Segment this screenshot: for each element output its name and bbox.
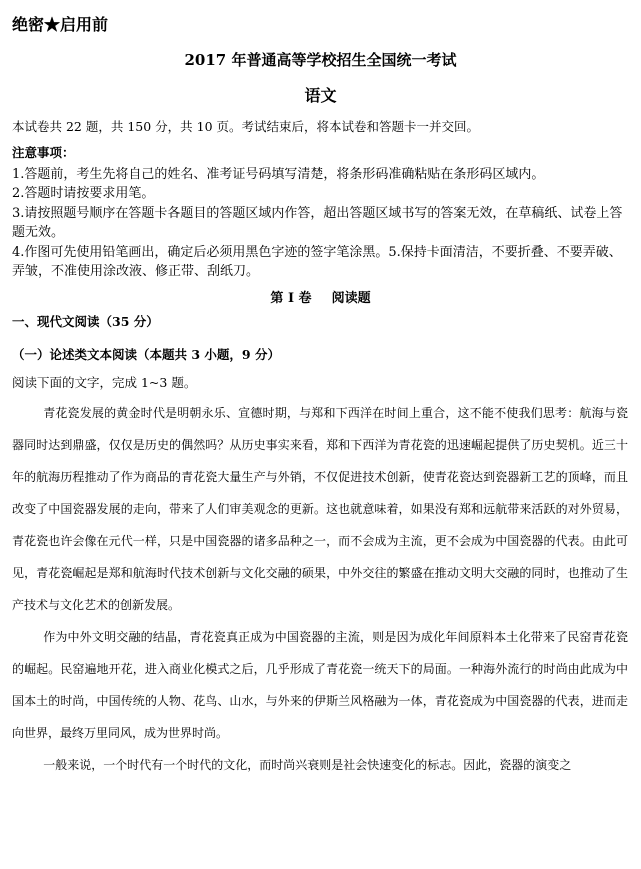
notice-heading: 注意事项： bbox=[12, 145, 75, 160]
reading-instruction: 阅读下面的文字，完成 1~3 题。 bbox=[12, 375, 197, 390]
notice-item: 3.请按照题号顺序在答题卡各题目的答题区域内作答，超出答题区域书写的答案无效，在草稿纸、试卷上答题无效。 bbox=[12, 205, 623, 241]
notice-item: 4.作图可先使用铅笔画出，确定后必须用黑色字迹的签字笔涂黑。5.保持卡面清洁，不要折叠、不要弄破、弄皱，不准使用涂改液、修正带、刮纸刀。 bbox=[12, 244, 622, 280]
passage-paragraph: 一般来说，一个时代有一个时代的文化，而时尚兴衰则是社会快速变化的标志。因此，瓷器的演变之 bbox=[43, 758, 572, 772]
reading-passage bbox=[12, 397, 628, 781]
passage-paragraph: 青花瓷发展的黄金时代是明朝永乐、宣德时期，与郑和下西洋在时间上重合，这不能不使我们思考：航海与瓷器同时达到鼎盛，仅仅是历史的偶然吗？从历史事实来看，郑和下西洋为青花瓷的迅速崛起提供了历史契机。近三十年的航海历程推动了作为商品的青花瓷大量生产与外销，不仅促进技术创新，使青花瓷达到瓷器新工艺的顶峰，而且改变了中国瓷器发展的走向，带来了人们审美观念的更新。这也就意味着，如果没有郑和远航带来活跃的对外贸易，青花瓷也许会像在元代一样，只是中国瓷器的诸多品种之一，而不会成为主流，更不会成为中国瓷器的代表。由此可见，青花瓷崛起是郑和航海时代技术创新与文化交融的硕果，中外交往的繁盛在推动文明大交融的同时，也推动了生产技术与文化艺术的创新发展。 bbox=[12, 406, 628, 612]
passage-paragraph: 作为中外文明交融的结晶，青花瓷真正成为中国瓷器的主流，则是因为成化年间原料本土化带来了民窑青花瓷的崛起。民窑遍地开花，进入商业化模式之后，几乎形成了青花瓷一统天下的局面。一种海外流行的时尚由此成为中国本土的时尚，中国传统的人物、花鸟、山水，与外来的伊斯兰风格融为一体，青花瓷成为中国瓷器的代表，进而走向世界，最终万里同风，成为世界时尚。 bbox=[12, 630, 628, 740]
secret-label: 绝密★启用前 bbox=[12, 15, 109, 34]
part-label: 第 I 卷 bbox=[270, 291, 312, 306]
subject-title: 语文 bbox=[304, 86, 337, 105]
notice-item: 1.答题前，考生先将自己的姓名、准考证号码填写清楚，将条形码准确粘贴在条形码区域内。 bbox=[12, 167, 545, 182]
subsection-title: （一）论述类文本阅读（本题共 3 小题，9 分） bbox=[12, 347, 280, 362]
part-name: 阅读题 bbox=[331, 291, 371, 306]
notice-list bbox=[12, 165, 634, 281]
part-title bbox=[0, 287, 641, 306]
section-title: 一、现代文阅读（35 分） bbox=[12, 314, 159, 329]
exam-title: 2017 年普通高等学校招生全国统一考试 bbox=[184, 51, 457, 69]
notice-item: 2.答题时请按要求用笔。 bbox=[12, 186, 155, 202]
exam-intro: 本试卷共 22 题，共 150 分，共 10 页。考试结束后，将本试卷和答题卡一并交回。 bbox=[12, 119, 480, 134]
